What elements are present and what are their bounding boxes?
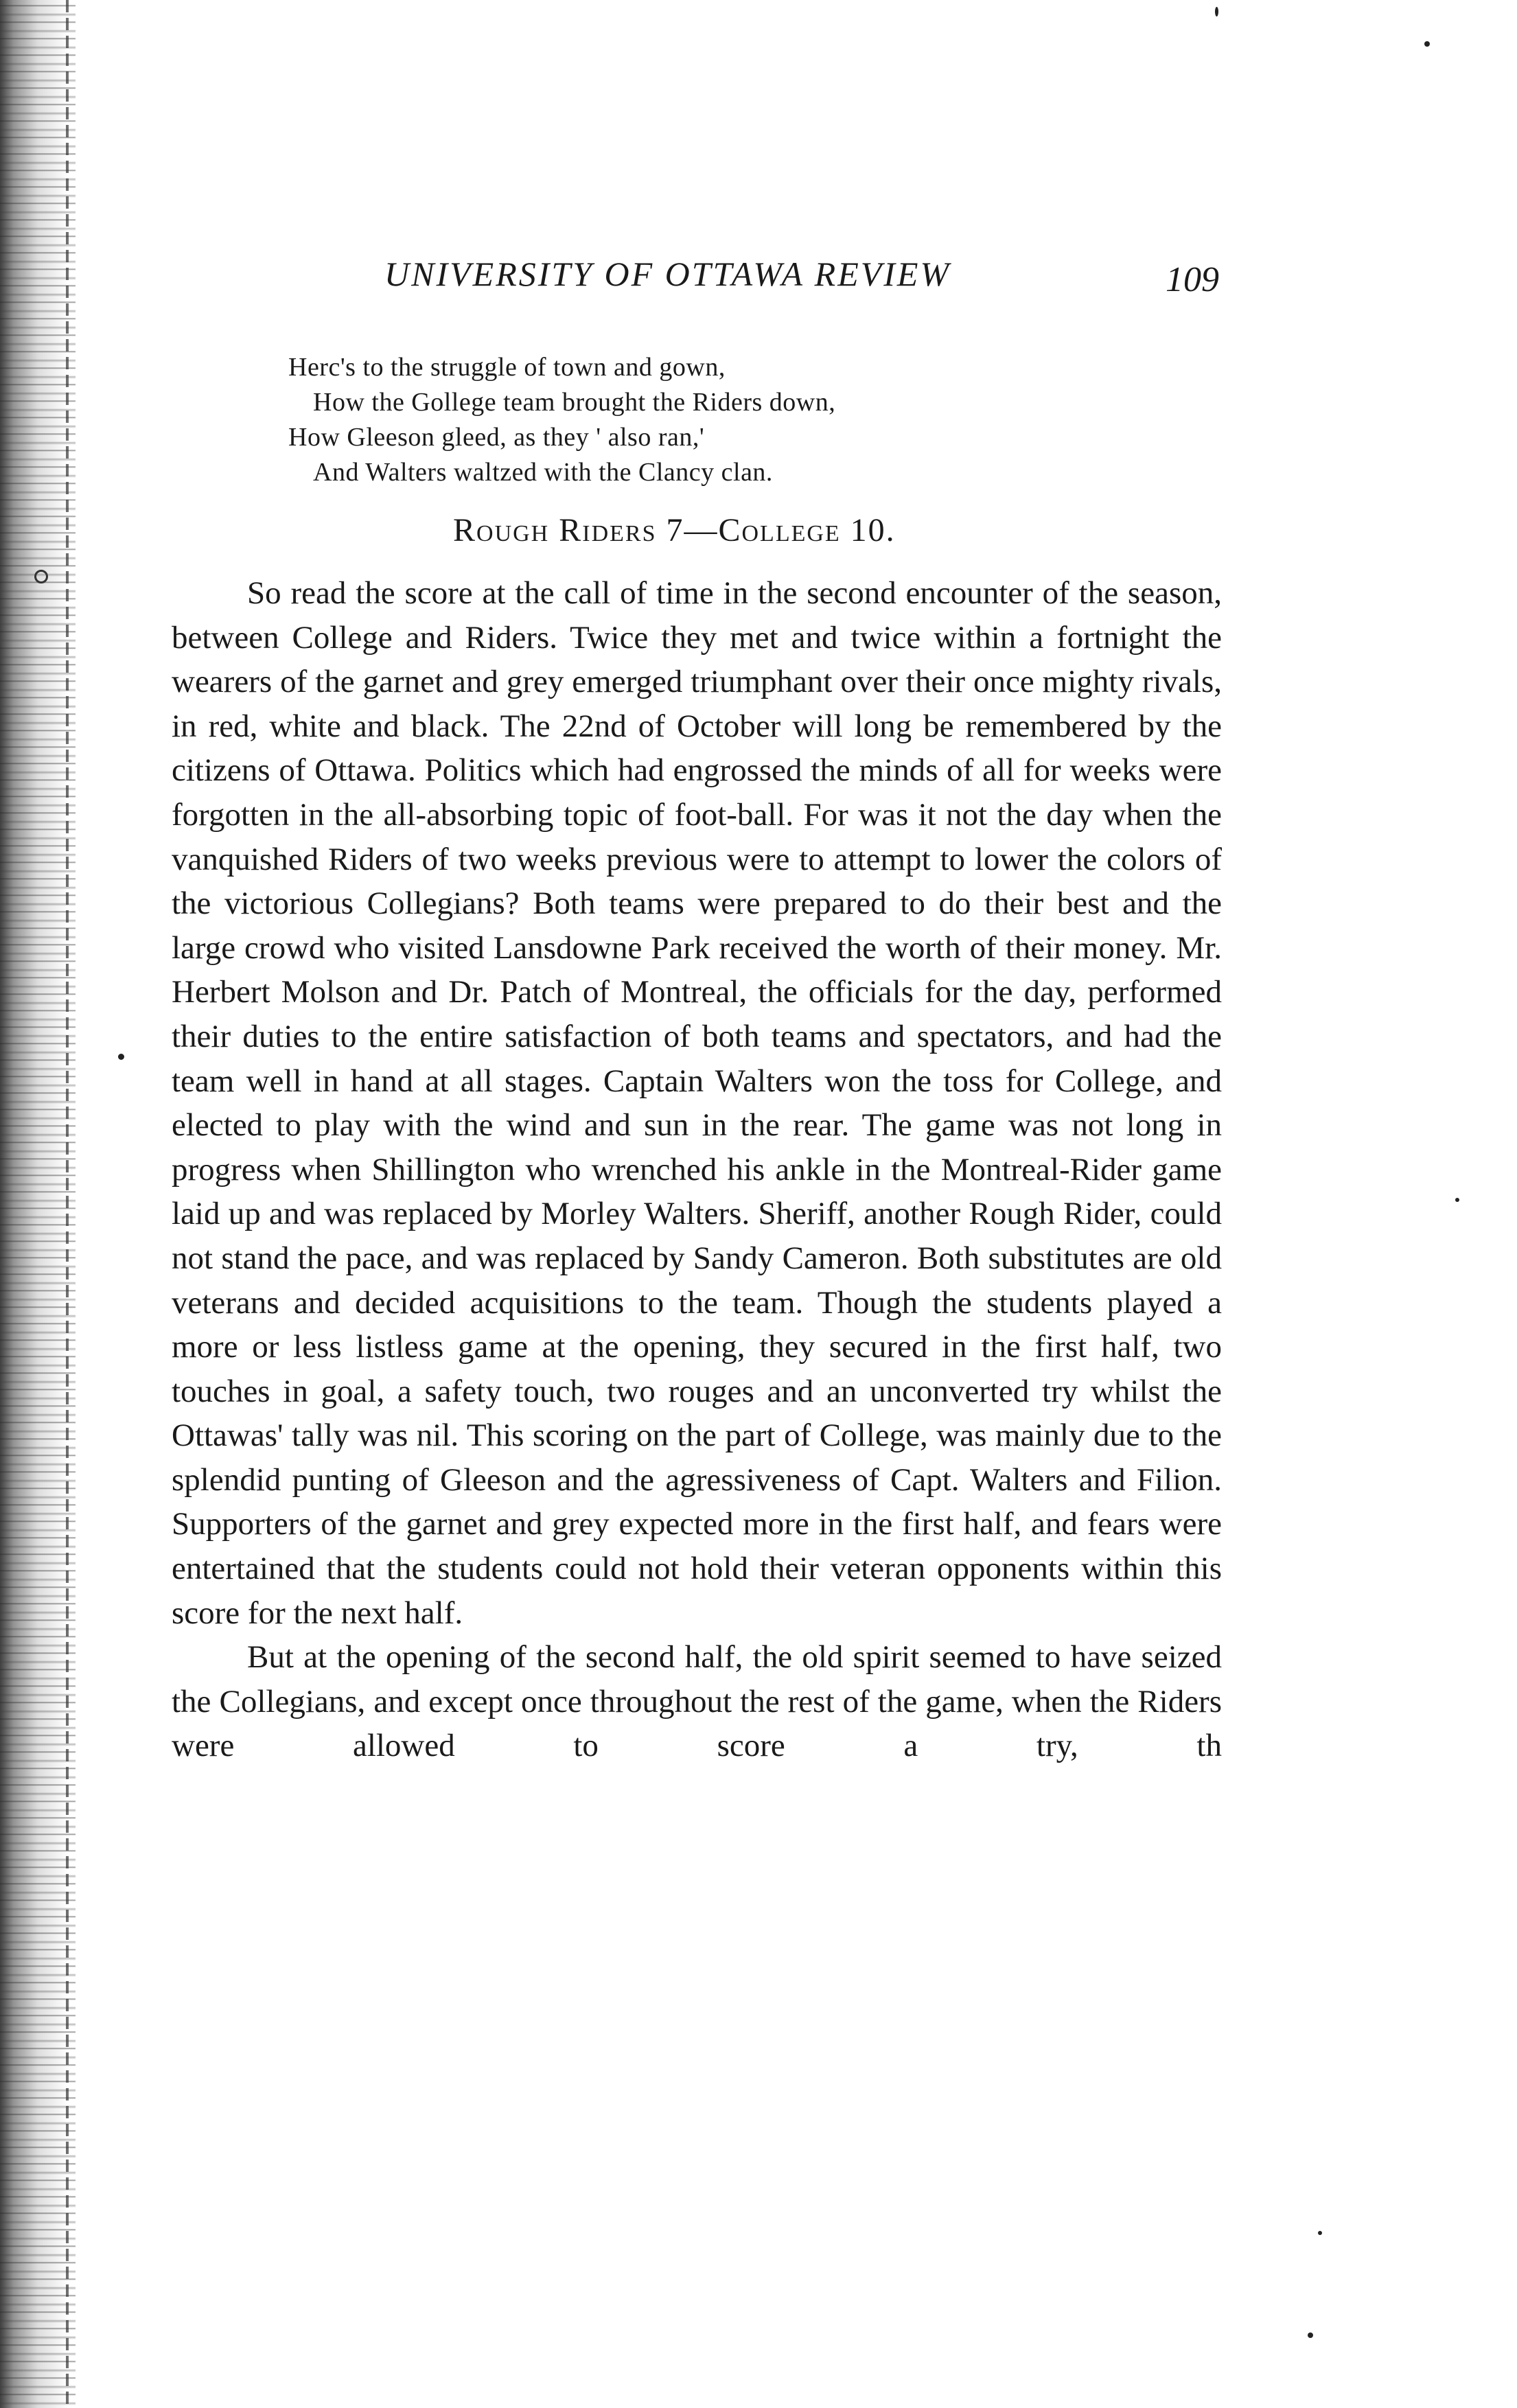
scan-speck bbox=[1424, 41, 1430, 47]
article-paragraph: So read the score at the call of time in the second encounter of the season, between College and Riders. Twice they met and twice within a fortnight the wearers of the garnet and grey emerged triumphant over their once mighty rivals, in red, white and black. The 22nd of October will long be remembered by the citizens of Ottawa. Politics which had engrossed the minds of all for weeks were forgotten in the all-absorbing topic of foot-ball. For was it not the day when the vanquished Riders of two weeks previous were to attempt to lower the colors of the victorious Collegians? Both teams were prepared to do their best and the large crowd who visited Lansdowne Park received the worth of their money. Mr. Herbert Molson and Dr. Patch of Montreal, the officials for the day, performed their duties to the entire satisfaction of both teams and spectators, and had the team well in hand at all stages. Captain Walters won the toss for College, and elected to play with the wind and sun in the rear. The game was not long in progress when Shillington who wrenched his ankle in the Montreal-Rider game laid up and was replaced by Morley Walters. Sheriff, another Rough Rider, could not stand the pace, and was replaced by Sandy Cameron. Both substitutes are old veterans and decided acquisitions to the team. Though the students played a more or less listless game at the opening, they secured in the first half, two touches in goal, a safety touch, two rouges and an unconverted try whilst the Ottawas' tally was nil. This scoring on the part of College, was mainly due to the splendid punting of Gleeson and the agressiveness of Capt. Walters and Filion. Supporters of the garnet and grey expected more in the first half, and fears were entertained that the students could not hold their veteran opponents within this score for the next half. bbox=[172, 575, 1222, 1631]
page-number: 109 bbox=[1166, 260, 1219, 299]
verse-line: How Gleeson gleed, as they ' also ran,' bbox=[288, 423, 705, 452]
article-body bbox=[172, 571, 1222, 1768]
verse-line: And Walters waltzed with the Clancy clan. bbox=[313, 458, 773, 487]
scan-speck bbox=[1215, 7, 1218, 16]
article-paragraph: But at the opening of the second half, the old spirit seemed to have seized the Collegians, and except once throughout the rest of the game, when the Riders were allowed to score a try, th bbox=[172, 1639, 1222, 1764]
scan-speck bbox=[1318, 2231, 1322, 2235]
scan-speck bbox=[118, 1054, 124, 1060]
verse-line: How the Gollege team brought the Riders down, bbox=[313, 388, 836, 417]
article-headline: Rough Riders 7—College 10. bbox=[453, 512, 896, 548]
verse-line: Herc's to the struggle of town and gown, bbox=[288, 353, 726, 382]
verse-stanza bbox=[288, 350, 1249, 490]
scan-speck bbox=[1455, 1198, 1459, 1202]
scan-speck bbox=[34, 570, 48, 583]
scan-binding-edge bbox=[0, 0, 76, 2408]
running-title: UNIVERSITY OF OTTAWA REVIEW bbox=[384, 255, 951, 293]
scan-speck bbox=[1308, 2332, 1313, 2338]
scan-binding-line bbox=[66, 0, 69, 2408]
